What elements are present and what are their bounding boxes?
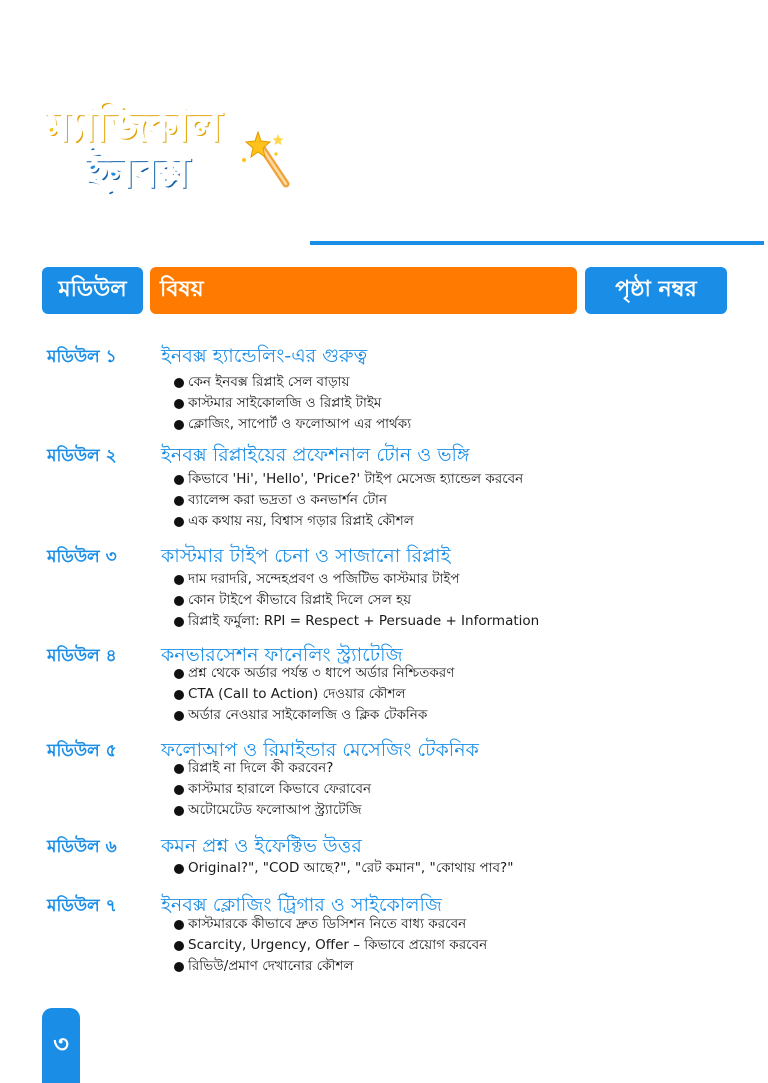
module-label: মডিউল ৫ [47, 741, 117, 761]
header-module-cell: মডিউল [42, 267, 143, 314]
module-label: মডিউল ২ [47, 446, 117, 466]
module-label: মডিউল ৪ [47, 646, 117, 666]
bullet-icon [174, 420, 184, 430]
bullet-text: কোন টাইপে কীভাবে রিপ্লাই দিলে সেল হয় [188, 592, 412, 608]
bullet-icon [174, 575, 184, 585]
list-item [174, 414, 411, 435]
bullet-icon [174, 496, 184, 506]
module-title: ইনবক্স ক্লোজিং ট্রিগার ও সাইকোলজি [161, 894, 442, 916]
list-item [174, 705, 454, 726]
bullet-text: রিপ্লাই না দিলে কী করবেন? [188, 760, 334, 776]
module-title: কমন প্রশ্ন ও ইফেক্টিভ উত্তর [161, 835, 362, 857]
list-item [174, 663, 454, 684]
header-topic-cell: বিষয় [150, 267, 577, 314]
bullet-icon [174, 864, 184, 874]
bullet-text: রিপ্লাই ফর্মুলা: RPI = Respect + Persuade + Information [188, 613, 540, 629]
bullet-icon [174, 517, 184, 527]
bullet-icon [174, 941, 184, 951]
module-title: কনভারসেশন ফানেলিং স্ট্র্যাটেজি [161, 644, 403, 666]
module-label: মডিউল ৩ [47, 547, 117, 567]
module-label: মডিউল ৭ [47, 896, 117, 916]
bullet-icon [174, 399, 184, 409]
list-item [174, 858, 513, 879]
logo-line1: ম্যাজিকাল [46, 100, 221, 151]
bullet-text: Original?", "COD আছে?", "রেট কমান", "কোথায় পাব?" [188, 860, 514, 876]
list-item [174, 372, 411, 393]
bullet-text: ব্যালেন্স করা ভদ্রতা ও কনভার্শন টোন [188, 492, 388, 508]
list-item [174, 684, 454, 705]
list-item [174, 800, 371, 821]
bullet-icon [174, 806, 184, 816]
list-item [174, 935, 487, 956]
bullet-text: দাম দরাদরি, সন্দেহপ্রবণ ও পজিটিভ কাস্টমার টাইপ [188, 571, 460, 587]
list-item [174, 914, 487, 935]
bullet-text: রিভিউ/প্রমাণ দেখানোর কৌশল [188, 958, 354, 974]
list-item [174, 779, 371, 800]
module-label: মডিউল ৬ [47, 837, 117, 857]
bullet-list [174, 469, 523, 532]
bullet-list [174, 858, 513, 879]
list-item [174, 956, 487, 977]
bullet-text: প্রশ্ন থেকে অর্ডার পর্যন্ত ৩ ধাপে অর্ডার নিশ্চিতকরণ [188, 665, 455, 681]
module-title: ইনবক্স রিপ্লাইয়ের প্রফেশনাল টোন ও ভঙ্গি [161, 444, 470, 466]
bullet-text: কাস্টমার হারালে কিভাবে ফেরাবেন [188, 781, 372, 797]
bullet-text: এক কথায় নয়, বিশ্বাস গড়ার রিপ্লাই কৌশল [188, 513, 414, 529]
bullet-icon [174, 596, 184, 606]
magic-wand-icon [236, 128, 306, 198]
bullet-list [174, 663, 454, 726]
bullet-text: ক্লোজিং, সাপোর্ট ও ফলোআপ এর পার্থক্য [188, 416, 412, 432]
list-item [174, 758, 371, 779]
module-title: ইনবক্স হ্যান্ডেলিং-এর গুরুত্ব [161, 345, 368, 367]
bullet-icon [174, 962, 184, 972]
list-item [174, 469, 523, 490]
logo-line2: ইনবক্স [86, 146, 188, 197]
bullet-list [174, 758, 371, 821]
bullet-list [174, 372, 411, 435]
header-rule [310, 241, 764, 245]
bullet-text: CTA (Call to Action) দেওয়ার কৌশল [188, 686, 406, 702]
bullet-text: কেন ইনবক্স রিপ্লাই সেল বাড়ায় [188, 374, 350, 390]
bullet-icon [174, 669, 184, 679]
bullet-icon [174, 475, 184, 485]
module-label: মডিউল ১ [47, 347, 117, 367]
bullet-text: কিভাবে 'Hi', 'Hello', 'Price?' টাইপ মেসেজ হ্যান্ডেল করবেন [188, 471, 524, 487]
list-item [174, 490, 523, 511]
bullet-icon [174, 920, 184, 930]
bullet-text: অর্ডার নেওয়ার সাইকোলজি ও ক্লিক টেকনিক [188, 707, 428, 723]
logo [46, 92, 296, 202]
page-number: ৩ [42, 1008, 80, 1083]
module-title: ফলোআপ ও রিমাইন্ডার মেসেজিং টেকনিক [161, 739, 479, 761]
bullet-text: Scarcity, Urgency, Offer – কিভাবে প্রয়োগ করবেন [188, 937, 488, 953]
bullet-text: কাস্টমারকে কীভাবে দ্রুত ডিসিশন নিতে বাধ্য করবেন [188, 916, 467, 932]
bullet-text: কাস্টমার সাইকোলজি ও রিপ্লাই টাইম [188, 395, 382, 411]
bullet-icon [174, 711, 184, 721]
bullet-icon [174, 764, 184, 774]
bullet-icon [174, 690, 184, 700]
list-item [174, 569, 539, 590]
list-item [174, 511, 523, 532]
bullet-text: অটোমেটেড ফলোআপ স্ট্র্যাটেজি [188, 802, 362, 818]
list-item [174, 611, 539, 632]
list-item [174, 393, 411, 414]
list-item [174, 590, 539, 611]
bullet-icon [174, 378, 184, 388]
bullet-icon [174, 617, 184, 627]
bullet-list [174, 914, 487, 977]
bullet-icon [174, 785, 184, 795]
header-page-cell: পৃষ্ঠা নম্বর [585, 267, 727, 314]
module-title: কাস্টমার টাইপ চেনা ও সাজানো রিপ্লাই [161, 545, 451, 567]
bullet-list [174, 569, 539, 632]
